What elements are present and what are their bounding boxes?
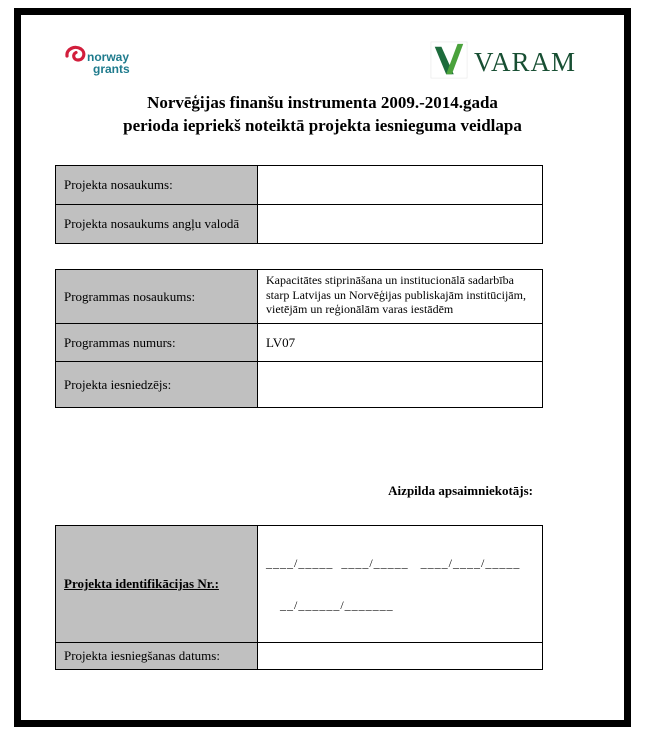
project-applicant-label: Projekta iesniedzējs:: [56, 362, 258, 408]
table-row: [56, 643, 543, 670]
project-name-english-field[interactable]: [258, 205, 543, 244]
table-row: [56, 362, 543, 408]
table-row: [56, 270, 543, 324]
project-name-field[interactable]: [258, 166, 543, 205]
project-id-label: Projekta identifikācijas Nr.:: [56, 526, 258, 643]
operator-fills-note: Aizpilda apsaimniekotājs:: [388, 483, 533, 498]
form-title: [21, 91, 624, 137]
project-name-english-label: Projekta nosaukums angļu valodā: [56, 205, 258, 244]
norway-grants-logo: [63, 45, 130, 75]
document-frame: [14, 8, 631, 727]
programme-number-value: LV07: [258, 324, 543, 362]
table-row: [56, 205, 543, 244]
table-row: [56, 166, 543, 205]
norway-grants-line2: grants: [93, 62, 130, 76]
project-applicant-field[interactable]: [258, 362, 543, 408]
varam-emblem-icon: [430, 41, 468, 84]
submission-date-field[interactable]: [258, 643, 543, 670]
norway-grants-line1: norway: [87, 50, 130, 64]
varam-wordmark: VARAM: [473, 47, 576, 77]
logo-row: [21, 39, 624, 85]
project-id-field[interactable]: [258, 526, 543, 643]
form-title-line1: Norvēģijas finanšu instrumenta 2009.-2014.gada: [147, 93, 498, 112]
varam-logo: [430, 41, 576, 84]
table-row: [56, 324, 543, 362]
document-page: [21, 15, 624, 720]
programme-name-label: Programmas nosaukums:: [56, 270, 258, 324]
form-title-line2: perioda iepriekš noteiktā projekta iesnieguma veidlapa: [123, 116, 522, 135]
programme-number-label: Programmas numurs:: [56, 324, 258, 362]
norway-grants-wordmark: [87, 51, 130, 75]
project-name-label: Projekta nosaukums:: [56, 166, 258, 205]
table-row: [56, 526, 543, 643]
project-id-blanks: ____/_____ ____/_____ ____/____/_____ __/______/_______: [266, 556, 521, 612]
project-name-table: [55, 165, 543, 244]
identification-table: [55, 525, 543, 670]
programme-table: [55, 269, 543, 408]
submission-date-label: Projekta iesniegšanas datums:: [56, 643, 258, 670]
programme-name-value: Kapacitātes stiprināšana un institucionālā sadarbība starp Latvijas un Norvēģijas publiskajām institūcijām, vietējām un reģionālām varas iestādēm: [258, 270, 543, 324]
